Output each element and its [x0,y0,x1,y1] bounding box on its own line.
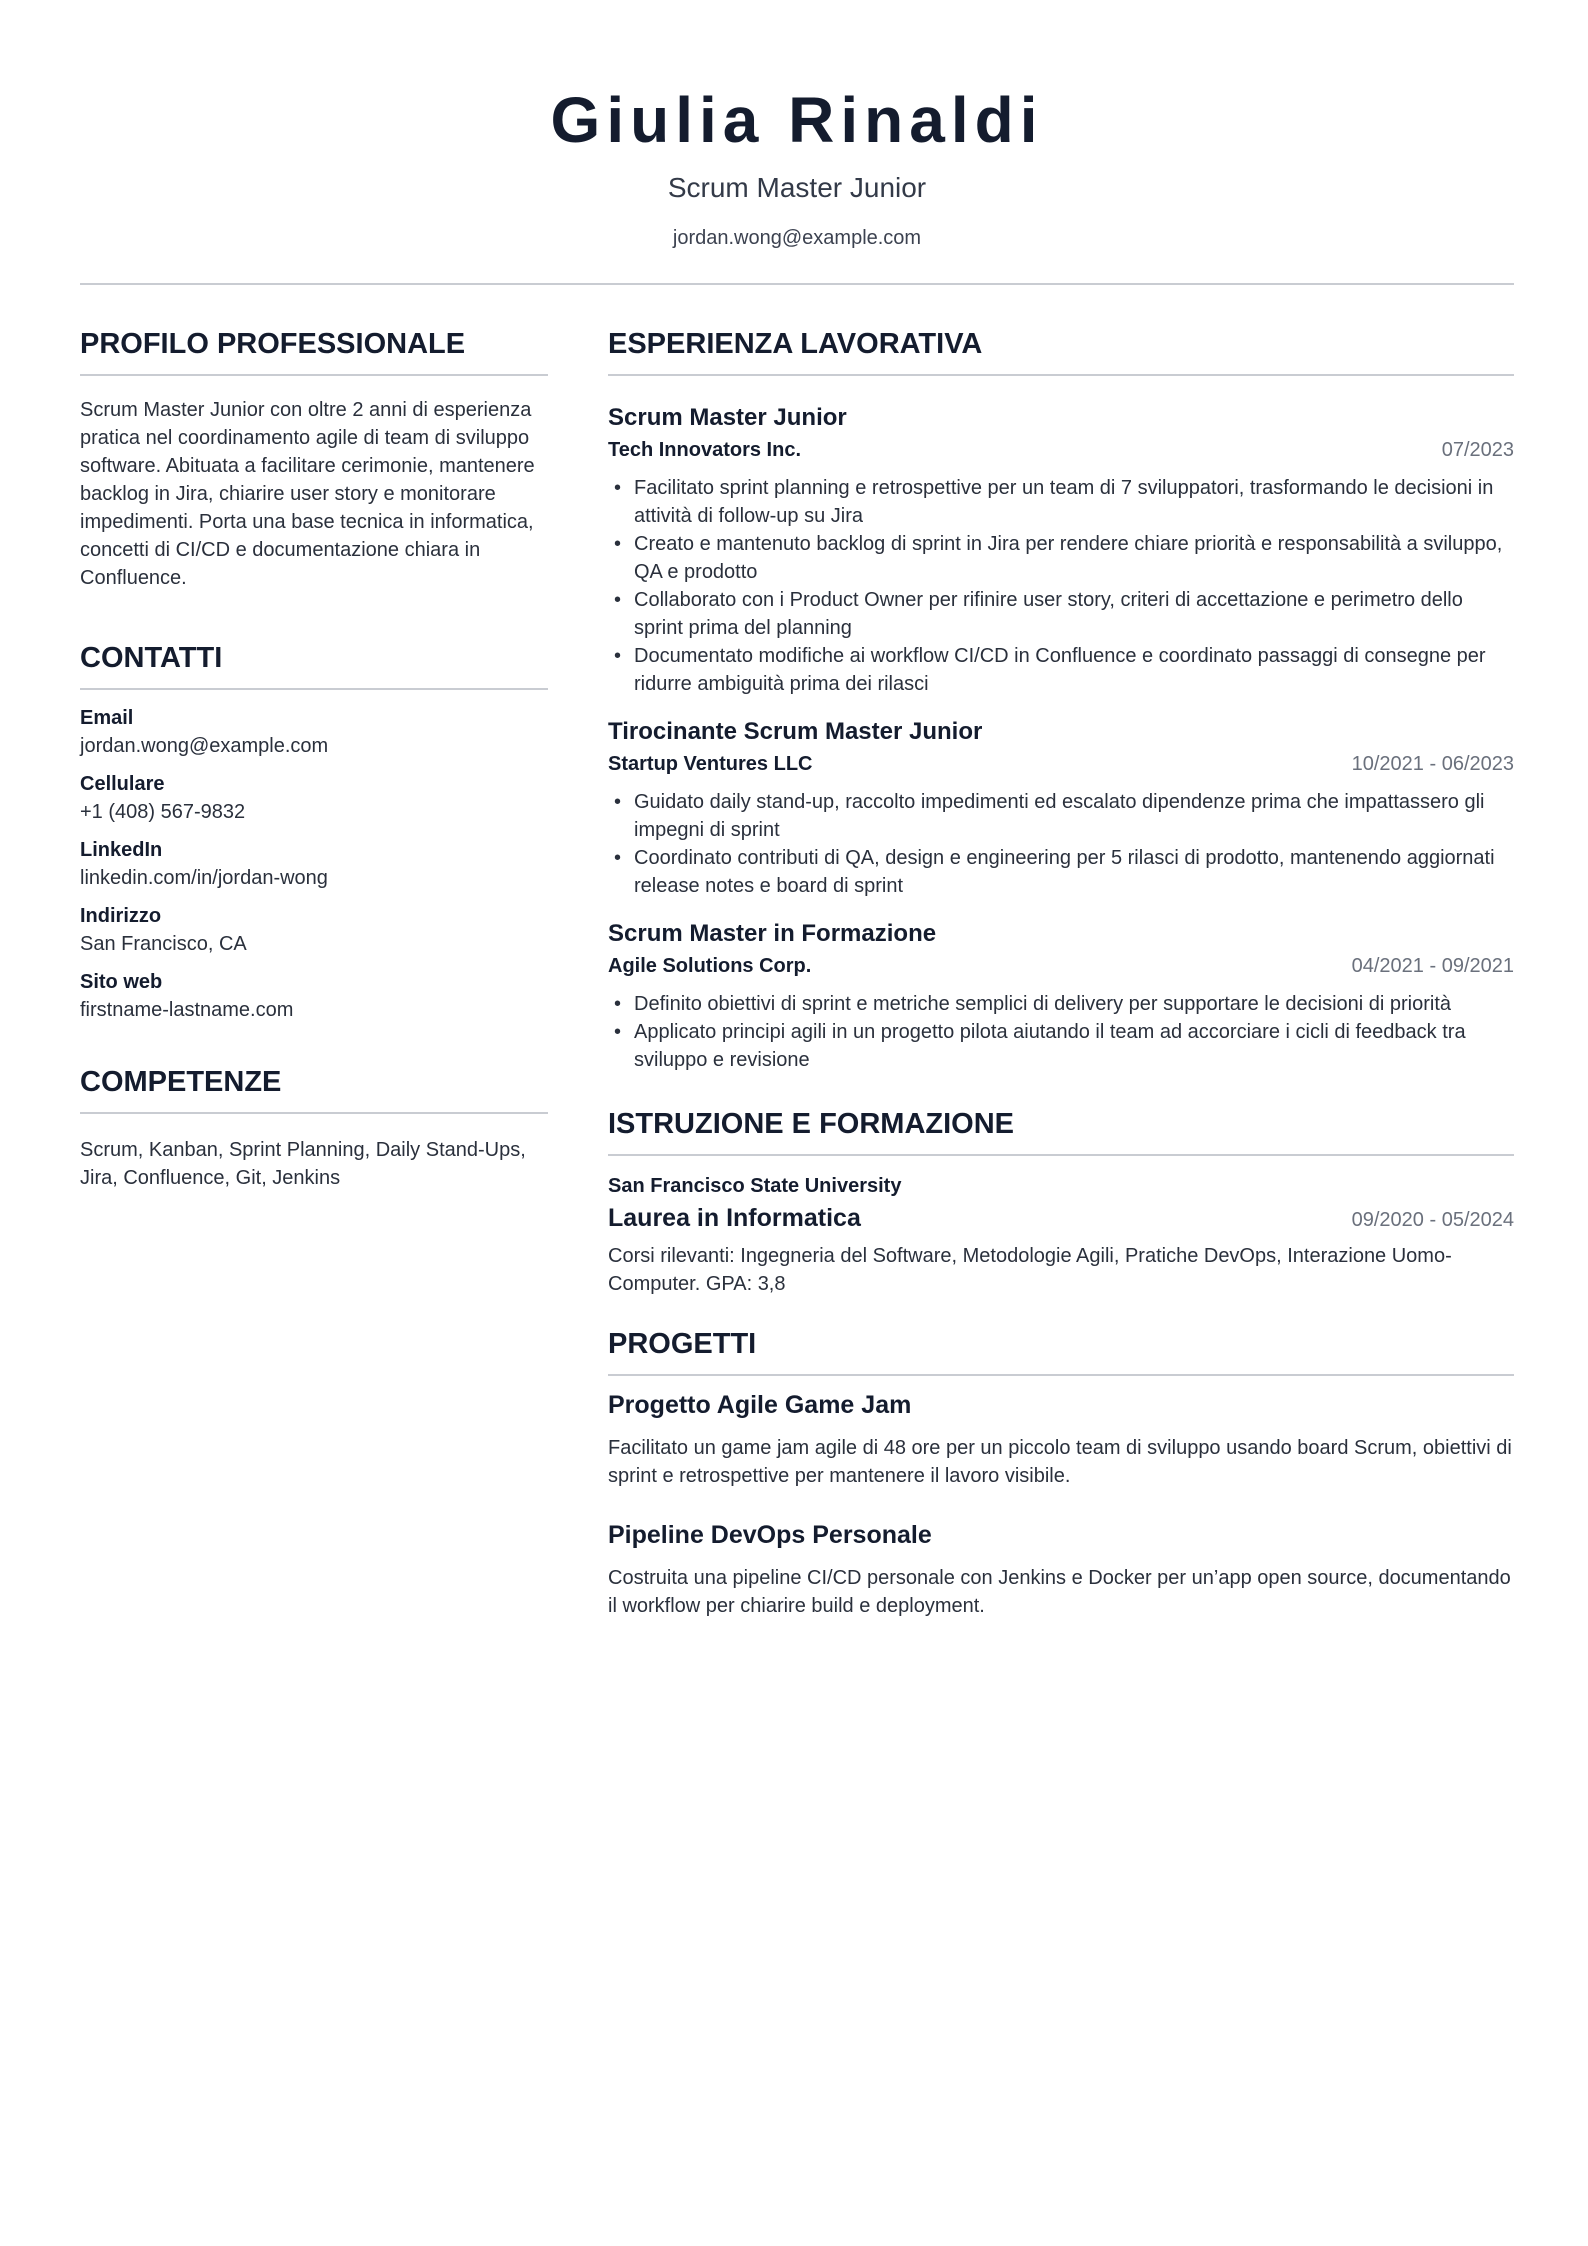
contact-value: +1 (408) 567-9832 [80,801,246,823]
skills-section [80,1062,548,1192]
bullet-item: • Guidato daily stand-up, raccolto impedimenti ed escalato dipendenze prima che impattassero gli impegni di sprint [608,788,1514,844]
profile-text: Scrum Master Junior con oltre 2 anni di esperienza pratica nel coordinamento agile di team di sviluppo software. Abituata a facilitare cerimonie, mantenere backlog in Jira, chiarire user story e monitorare impedimenti. Porta una base tecnica in informatica, concetti di CI/CD e documentazione chiara in Confluence. [80,399,535,589]
project-entry [608,1388,1514,1490]
contact-linkedin [80,836,548,892]
project-title: Pipeline DevOps Personale [608,1521,932,1549]
contact-phone [80,770,548,826]
section-title: PROFILO PROFESSIONALE [80,324,548,376]
contact-value[interactable]: jordan.wong@example.com [80,735,329,757]
section-title: PROGETTI [608,1324,1514,1376]
bullet-item: • Creato e mantenuto backlog di sprint in Jira per rendere chiare priorità e responsabilità a sviluppo, QA e prodotto [608,530,1514,586]
job-dates: 07/2023 [1441,439,1514,461]
job-bullets [608,788,1514,900]
skills-text: Scrum, Kanban, Sprint Planning, Daily Stand-Ups, Jira, Confluence, Git, Jenkins [80,1139,526,1189]
contact-label: Cellulare [80,773,165,795]
company-name: Startup Ventures LLC [608,753,813,775]
contact-value[interactable]: linkedin.com/in/jordan-wong [80,867,328,889]
project-description: Costruita una pipeline CI/CD personale con Jenkins e Docker per un’app open source, documentando il workflow per chiarire build e deployment. [608,1567,1511,1617]
job-entry [608,402,1514,698]
contact-value[interactable]: firstname-lastname.com [80,999,294,1021]
job-meta [608,436,1514,464]
header-email: jordan.wong@example.com [672,227,922,249]
section-title: CONTATTI [80,638,548,690]
job-bullets [608,474,1514,698]
project-entry [608,1518,1514,1620]
education-dates: 09/2020 - 05/2024 [1351,1209,1514,1231]
contact-address [80,902,548,958]
candidate-name: Giulia Rinaldi [550,84,1044,156]
experience-section [608,324,1514,1074]
contact-label: Email [80,707,134,729]
bullet-item: • Collaborato con i Product Owner per rifinire user story, criteri di accettazione e perimetro dello sprint prima del planning [608,586,1514,642]
education-description: Corsi rilevanti: Ingegneria del Software, Metodologie Agili, Pratiche DevOps, Interazione Uomo-Computer. GPA: 3,8 [608,1245,1452,1295]
job-dates: 10/2021 - 06/2023 [1351,753,1514,775]
project-description: Facilitato un game jam agile di 48 ore per un piccolo team di sviluppo usando board Scrum, obiettivi di sprint e retrospettive per mantenere il lavoro visibile. [608,1437,1512,1487]
company-name: Tech Innovators Inc. [608,439,801,461]
job-meta [608,750,1514,778]
company-name: Agile Solutions Corp. [608,955,812,977]
right-column [608,324,1514,1620]
job-entry [608,918,1514,1074]
resume-header [80,82,1514,252]
job-dates: 04/2021 - 09/2021 [1351,955,1514,977]
education-section [608,1104,1514,1298]
left-column [80,324,548,1192]
section-title: COMPETENZE [80,1062,548,1114]
bullet-item: • Facilitato sprint planning e retrospettive per un team di 7 sviluppatori, trasformando le decisioni in attività di follow-up su Jira [608,474,1514,530]
contact-label: LinkedIn [80,839,163,861]
job-meta [608,952,1514,980]
contact-label: Indirizzo [80,905,162,927]
school-name: San Francisco State University [608,1175,902,1197]
contact-email [80,704,548,760]
projects-section [608,1324,1514,1620]
candidate-title: Scrum Master Junior [667,172,927,203]
contact-website [80,968,548,1024]
contact-label: Sito web [80,971,163,993]
bullet-item: • Applicato principi agili in un progetto pilota aiutando il team ad accorciare i cicli di feedback tra sviluppo e revisione [608,1018,1514,1074]
section-title: ESPERIENZA LAVORATIVA [608,324,1514,376]
contacts-section [80,638,548,1024]
profile-section [80,324,548,592]
bullet-item: • Definito obiettivi di sprint e metriche semplici di delivery per supportare le decisioni di priorità [608,990,1514,1018]
contact-list [80,704,548,1024]
job-bullets [608,990,1514,1074]
bullet-item: • Coordinato contributi di QA, design e engineering per 5 rilasci di prodotto, mantenendo aggiornati release notes e board di sprint [608,844,1514,900]
job-title: Scrum Master Junior [608,404,847,431]
contact-value: San Francisco, CA [80,933,247,955]
job-title: Tirocinante Scrum Master Junior [608,718,983,745]
job-title: Scrum Master in Formazione [608,920,937,947]
education-meta [608,1202,1514,1234]
bullet-item: • Documentato modifiche ai workflow CI/CD in Confluence e coordinato passaggi di consegne per ridurre ambiguità prima dei rilasci [608,642,1514,698]
degree-name: Laurea in Informatica [608,1204,861,1232]
header-divider [80,283,1514,285]
job-entry [608,716,1514,900]
project-title: Progetto Agile Game Jam [608,1391,912,1419]
section-title: ISTRUZIONE E FORMAZIONE [608,1104,1514,1156]
